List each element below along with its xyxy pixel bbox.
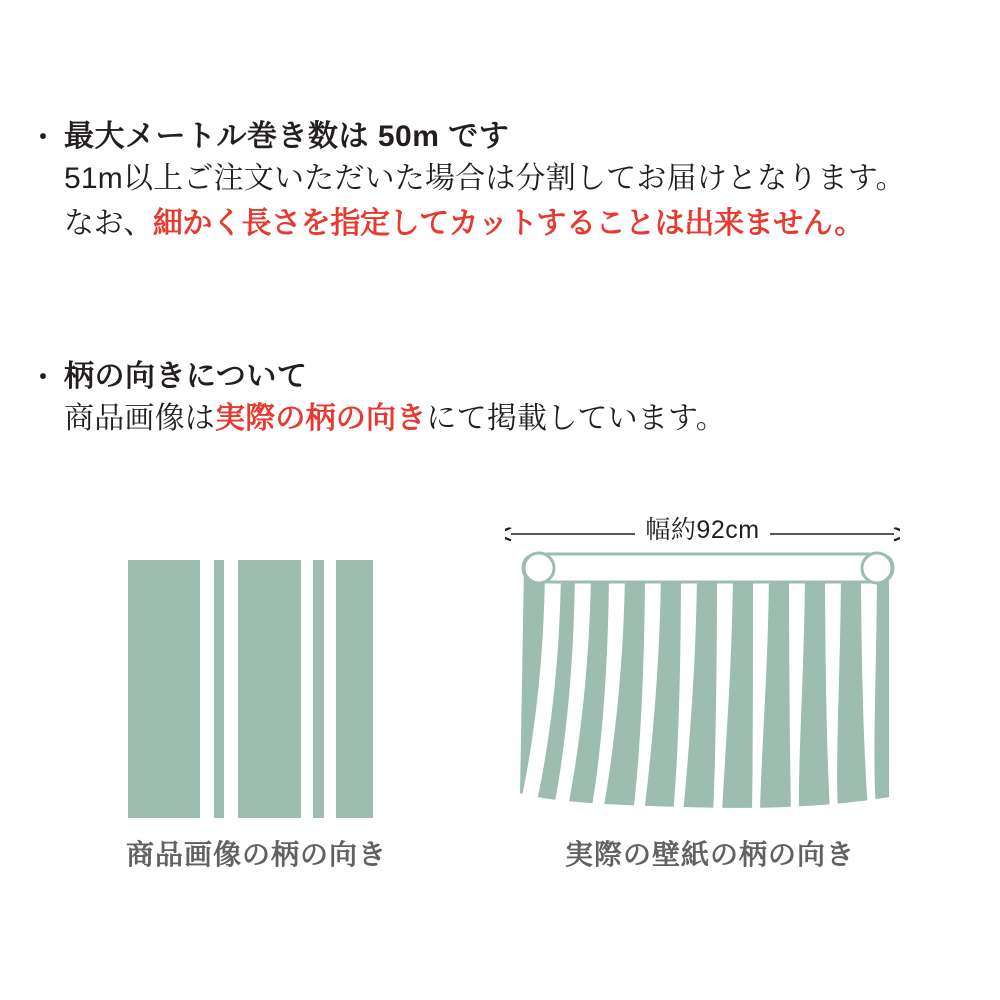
section-max-roll-length [30,118,970,246]
wallpaper-roll-graphic [505,510,905,830]
section-heading [30,358,970,396]
body-text-emphasis: 実際の柄の向き [215,402,427,436]
section-body-line-2 [64,201,970,246]
body-text-emphasis: 細かく長さを指定してカットすることは出来ません。 [152,207,864,241]
swatch-surface [128,560,373,818]
section-body-line-1 [64,396,970,441]
roll-sheet [519,560,890,814]
left-caption: 商品画像の柄の向き [126,839,388,870]
actual-roll-illustration [505,510,905,830]
right-caption: 実際の壁紙の柄の向き [564,839,855,870]
section-title: 柄の向きについて [64,360,308,393]
swatch-stripe [301,560,313,818]
section-body-line-1 [64,156,970,201]
illustration-area [0,500,1000,920]
bullet-icon: ・ [30,362,57,392]
body-text-prefix: 商品画像は [64,402,215,436]
product-image-swatch [128,560,373,818]
section-title: 最大メートル巻き数は 50m です [64,120,510,153]
section-heading [30,118,970,156]
roll-core-tube [523,553,893,583]
body-text-prefix: なお、 [64,207,153,241]
swatch-stripe [200,560,214,818]
bullet-icon: ・ [30,122,57,152]
body-text: 51m以上ご注文いただいた場合は分割してお届けとなります。 [64,162,906,196]
section-pattern-direction [30,358,970,441]
swatch-stripe [324,560,336,818]
width-measure-label: 幅約92cm [505,510,900,546]
swatch-stripe [224,560,238,818]
body-text-suffix: にて掲載しています。 [426,402,727,436]
